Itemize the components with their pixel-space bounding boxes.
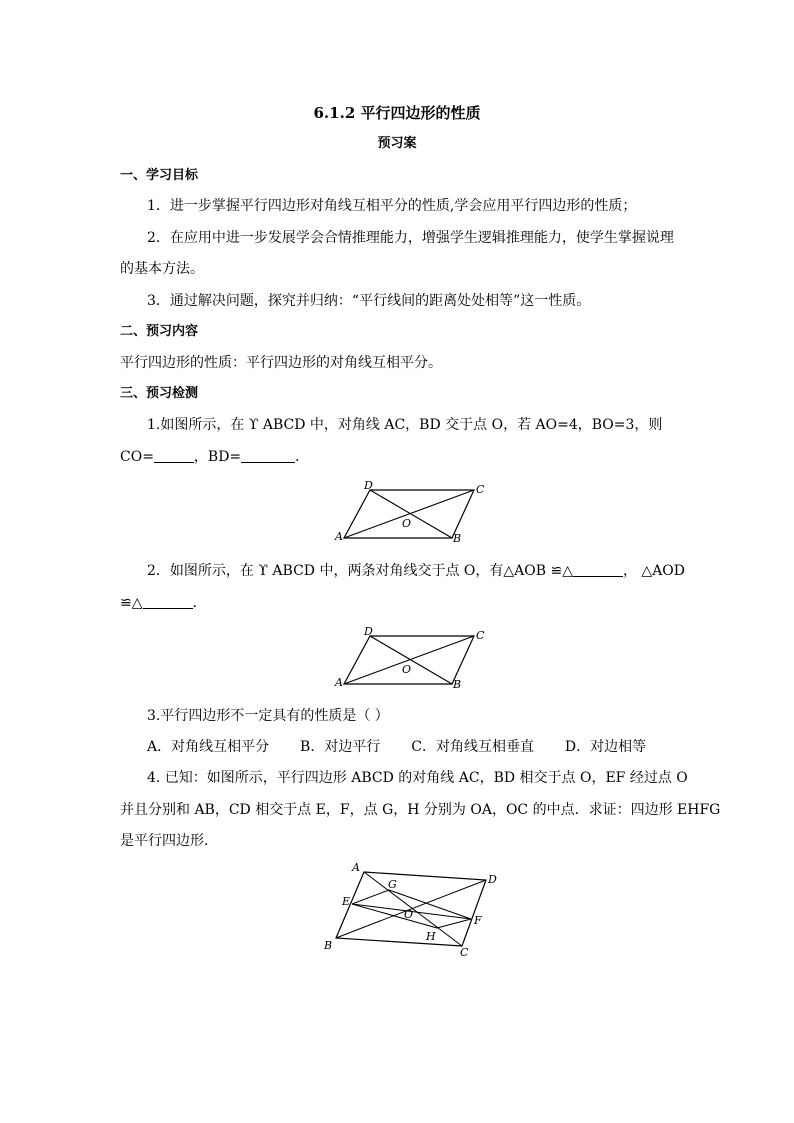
question-4-line-2: 并且分别和 AB，CD 相交于点 E，F，点 G，H 分别为 OA，OC 的中点．求证：四边形 EHFG <box>120 802 721 818</box>
question-1-line-1: 1.如图所示，在 ϒ ABCD 中，对角线 AC，BD 交于点 O，若 AO=4，BO=3，则 <box>147 417 663 433</box>
question-4-line-3: 是平行四边形． <box>120 833 218 849</box>
fig3-label-d: D <box>488 873 497 886</box>
question-1-line-2 <box>120 447 309 467</box>
fig3-label-o: O <box>404 908 414 921</box>
fig1-label-d: D <box>364 479 373 492</box>
question-2-line-2 <box>120 593 207 613</box>
goal-3: 3．通过解决问题，探究并归纳：“平行线间的距离处处相等”这一性质。 <box>147 293 591 309</box>
question-3-options <box>147 737 646 757</box>
section-heading-goals: 一、学习目标 <box>120 168 199 183</box>
fig2-label-a: A <box>335 676 343 689</box>
q1-bd-blank[interactable] <box>241 448 295 463</box>
figure-parallelogram-ehfg <box>318 858 508 958</box>
document-title: 6.1.2 平行四边形的性质 <box>313 104 481 122</box>
fig3-label-b: B <box>324 939 333 952</box>
goal-2-line-2: 的基本方法。 <box>120 261 204 277</box>
figure-parallelogram-2 <box>332 622 492 692</box>
section-heading-check: 三、预习检测 <box>120 386 199 401</box>
option-a[interactable]: A．对角线互相平分 <box>147 739 270 755</box>
fig2-label-o: O <box>402 663 412 676</box>
fig2-label-b: B <box>453 678 462 691</box>
q2-blank-1[interactable] <box>573 562 623 577</box>
question-4-line-1: 4. 已知：如图所示，平行四边形 ABCD 的对角线 AC，BD 相交于点 O，EF 经过点 O <box>147 770 688 786</box>
q1-co-blank[interactable] <box>154 448 194 463</box>
fig3-label-g: G <box>388 878 397 891</box>
document-subtitle: 预习案 <box>377 136 417 151</box>
option-d[interactable]: D．对边相等 <box>564 739 647 755</box>
goal-2-line-1: 2．在应用中进一步发展学会合情推理能力，增强学生逻辑推理能力，使学生掌握说理 <box>147 230 674 246</box>
q2-text-a: 2．如图所示，在 ϒ ABCD 中，两条对角线交于点 O，有△AOB ≌△ <box>147 563 573 579</box>
fig1-label-c: C <box>476 483 485 496</box>
q2-blank-2[interactable] <box>143 594 193 609</box>
q2-text-c: ≌△ <box>120 595 143 611</box>
q1-end: ． <box>295 449 310 465</box>
figure-parallelogram-1 <box>332 476 492 546</box>
fig3-label-h: H <box>426 930 436 943</box>
preview-content: 平行四边形的性质：平行四边形的对角线互相平分。 <box>120 355 442 371</box>
fig3-label-e: E <box>342 895 351 908</box>
fig3-label-f: F <box>474 914 482 927</box>
fig1-label-b: B <box>453 532 462 545</box>
q1-co-label: CO= <box>120 449 154 465</box>
option-c[interactable]: C．对角线互相垂直 <box>411 739 534 755</box>
q1-bd-label: ，BD= <box>193 449 242 465</box>
q2-end: ． <box>192 595 207 611</box>
goal-1: 1．进一步掌握平行四边形对角线互相平分的性质,学会应用平行四边形的性质； <box>147 198 637 214</box>
fig3-label-c: C <box>460 946 469 958</box>
option-b[interactable]: B．对边平行 <box>300 739 381 755</box>
section-heading-content: 二、预习内容 <box>120 324 199 339</box>
fig1-label-a: A <box>335 530 343 543</box>
fig3-label-a: A <box>352 861 360 874</box>
fig2-label-c: C <box>476 629 485 642</box>
fig2-label-d: D <box>364 625 373 638</box>
q2-text-b: ， △AOD <box>622 563 686 579</box>
question-3-stem: 3.平行四边形不一定具有的性质是（ ） <box>147 708 389 724</box>
fig1-label-o: O <box>402 517 412 530</box>
question-2-line-1 <box>147 561 685 581</box>
